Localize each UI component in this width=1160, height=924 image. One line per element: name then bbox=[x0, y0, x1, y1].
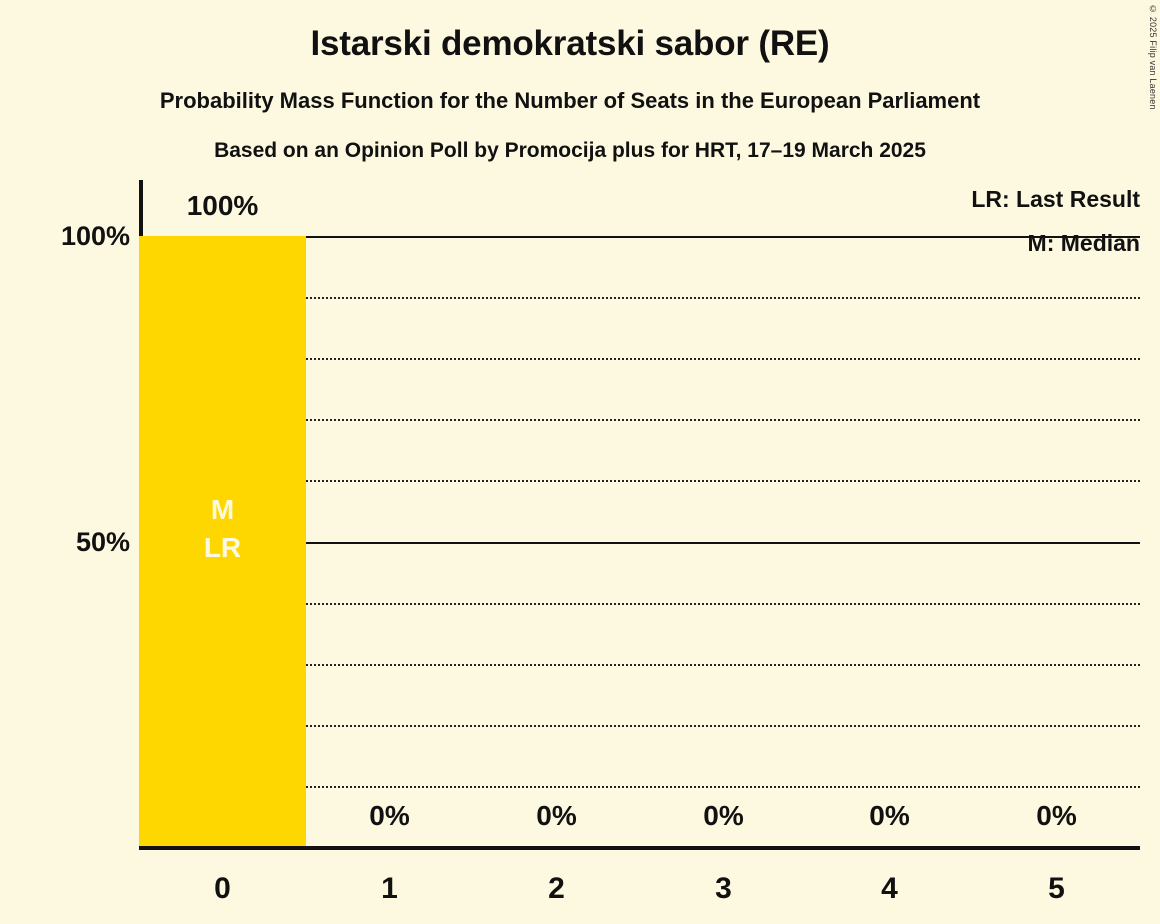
gridline-100 bbox=[166, 236, 1140, 238]
gridline-10 bbox=[166, 786, 1140, 788]
chart-subtitle: Probability Mass Function for the Number of Seats in the European Parliament bbox=[159, 88, 981, 113]
last-result-marker: LR bbox=[203, 531, 242, 563]
copyright-notice: © 2025 Filip van Laenen bbox=[1148, 4, 1158, 110]
bar-1-value-label: 0% bbox=[369, 800, 410, 831]
gridline-70 bbox=[166, 419, 1140, 421]
gridline-20 bbox=[166, 725, 1140, 727]
gridline-50 bbox=[166, 542, 1140, 544]
legend-median: M: Median bbox=[1027, 230, 1140, 256]
bar-5-value-label: 0% bbox=[1036, 800, 1077, 831]
bar-3-value-label: 0% bbox=[703, 800, 744, 831]
bar-0[interactable] bbox=[139, 236, 306, 846]
gridline-90 bbox=[166, 297, 1140, 299]
bar-0-value-label: 100% bbox=[186, 190, 259, 221]
gridline-60 bbox=[166, 480, 1140, 482]
x-tick-0: 0 bbox=[214, 872, 231, 905]
x-tick-1: 1 bbox=[381, 872, 398, 905]
bar-4-value-label: 0% bbox=[869, 800, 910, 831]
legend-last-result: LR: Last Result bbox=[971, 186, 1140, 212]
x-axis bbox=[139, 846, 1140, 850]
x-tick-4: 4 bbox=[881, 872, 898, 905]
gridline-30 bbox=[166, 664, 1140, 666]
chart-title: Istarski demokratski sabor (RE) bbox=[310, 24, 830, 63]
bar-2-value-label: 0% bbox=[536, 800, 577, 831]
median-marker: M bbox=[210, 494, 235, 525]
gridline-40 bbox=[166, 603, 1140, 605]
x-tick-3: 3 bbox=[715, 872, 732, 905]
y-tick-100-label: 100% bbox=[60, 221, 130, 251]
gridline-80 bbox=[166, 358, 1140, 360]
chart-source-note: Based on an Opinion Poll by Promocija plus for HRT, 17–19 March 2025 bbox=[214, 139, 926, 162]
y-tick-50-label: 50% bbox=[75, 527, 130, 557]
x-tick-5: 5 bbox=[1048, 872, 1065, 905]
bar-0-markers bbox=[139, 491, 306, 567]
x-tick-2: 2 bbox=[548, 872, 565, 905]
